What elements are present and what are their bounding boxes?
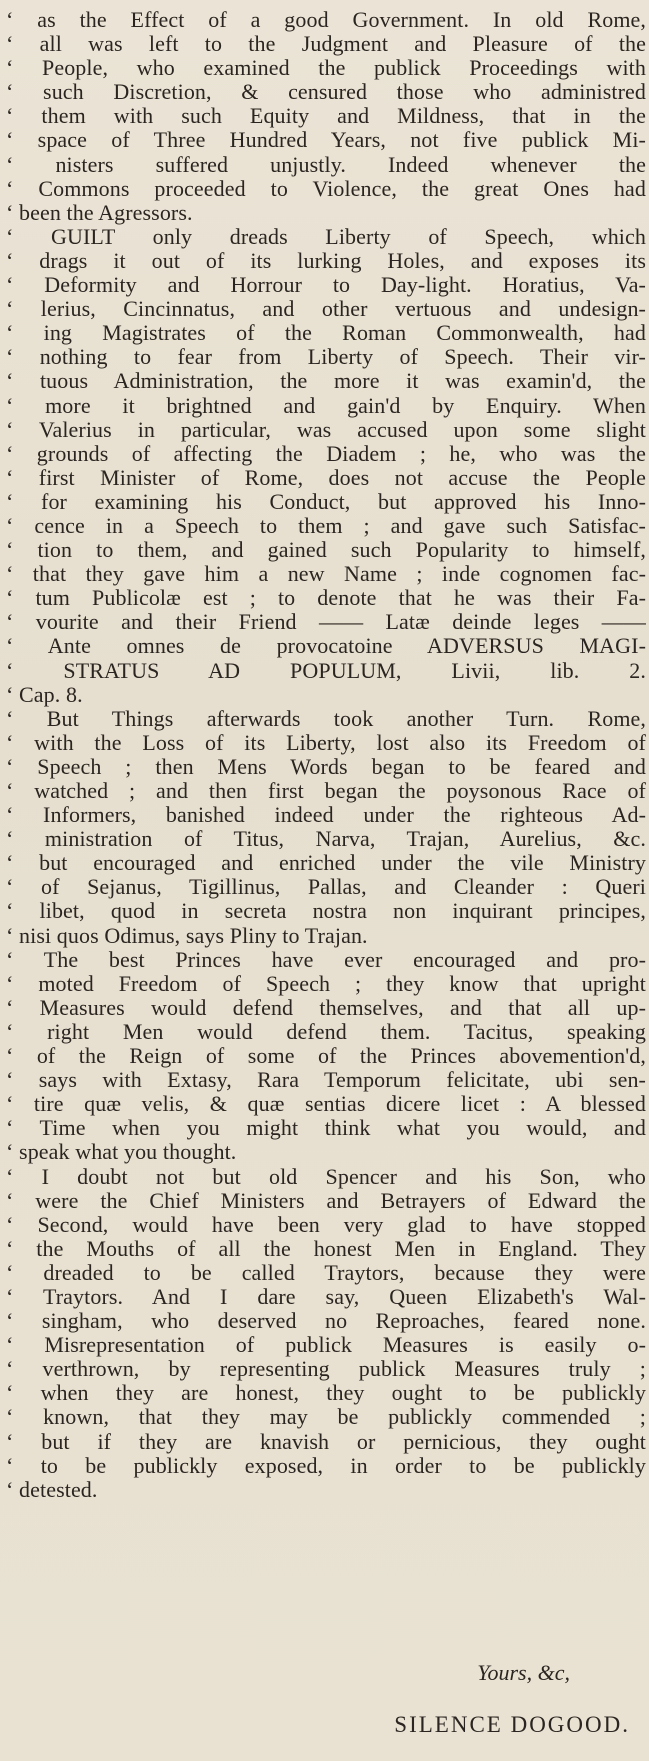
text-line: ‘ watched ; and then first began the poysonous Race of	[6, 779, 646, 803]
text-line: ‘ nisi quos Odimus, says Pliny to Trajan.	[6, 923, 368, 948]
text-line: ‘ singham, who deserved no Reproaches, feared none.	[6, 1309, 646, 1334]
text-line: ‘ tum Publicolæ est ; to denote that he was their Fa-	[6, 586, 646, 611]
text-line: ‘ dreaded to be called Traytors, because they were	[6, 1260, 646, 1285]
text-line: ‘ right Men would defend them. Tacitus, speaking	[6, 1019, 646, 1044]
paragraph	[6, 8, 646, 225]
text-line: ‘ Ante omnes de provocatoine ADVERSUS MAGI-	[6, 634, 646, 659]
text-line: ‘ The best Princes have ever encouraged and pro-	[6, 947, 646, 972]
text-line: ‘ Commons proceeded to Violence, the great Ones had	[6, 176, 646, 201]
text-line: ‘ all was left to the Judgment and Pleasure of the	[6, 32, 646, 57]
text-line: ‘ moted Freedom of Speech ; they know that upright	[6, 971, 646, 996]
text-line: ‘ verthrown, by representing publick Measures truly ;	[6, 1357, 646, 1382]
text-line: ‘ tire quæ velis, & quæ sentias dicere licet : A blessed	[6, 1092, 646, 1117]
text-line: ‘ GUILT only dreads Liberty of Speech, which	[6, 224, 646, 249]
text-line: ‘ Deformity and Horrour to Day-light. Horatius, Va-	[6, 273, 646, 298]
text-line: ‘ first Minister of Rome, does not accuse the People	[6, 465, 646, 490]
text-line: ‘ known, that they may be publickly commended ;	[6, 1405, 646, 1430]
signature: SILENCE DOGOOD.	[394, 1712, 630, 1737]
text-line: ‘ says with Extasy, Rara Temporum felicitate, ubi sen-	[6, 1068, 646, 1093]
text-line: ‘ Second, would have been very glad to have stopped	[6, 1212, 646, 1237]
text-line: ‘ the Mouths of all the honest Men in England. They	[6, 1236, 646, 1261]
text-line: ‘ detested.	[6, 1477, 98, 1502]
closing-salutation: Yours, &c,	[477, 1660, 570, 1685]
paragraph	[6, 948, 646, 1165]
text-line: ‘ drags it out of its lurking Holes, and exposes its	[6, 248, 646, 273]
text-line: ‘ them with such Equity and Mildness, that in the	[6, 104, 646, 129]
text-line: ‘ when they are honest, they ought to be publickly	[6, 1381, 646, 1406]
text-line: ‘ vourite and their Friend —— Latæ deinde leges ——	[6, 610, 646, 635]
text-line: ‘ grounds of affecting the Diadem ; he, who was the	[6, 441, 646, 466]
text-line: ‘ been the Agressors.	[6, 200, 193, 225]
text-line: ‘ that they gave him a new Name ; inde cognomen fac-	[6, 562, 646, 587]
text-line: ‘ Valerius in particular, was accused upon some slight	[6, 417, 646, 442]
text-line: ‘ But Things afterwards took another Turn. Rome,	[6, 706, 646, 731]
text-line: ‘ Cap. 8.	[6, 682, 83, 707]
text-line: ‘ nisters suffered unjustly. Indeed whenever the	[6, 152, 646, 177]
text-line: ‘ People, who examined the publick Proceedings with	[6, 56, 646, 81]
text-line: ‘ of the Reign of some of the Princes abovemention'd,	[6, 1044, 646, 1069]
letter-body	[6, 8, 646, 1502]
text-line: ‘ libet, quod in secreta nostra non inquirant principes,	[6, 899, 646, 924]
text-line: ‘ of Sejanus, Tigillinus, Pallas, and Cleander : Queri	[6, 875, 646, 900]
text-line: ‘ Misrepresentation of publick Measures is easily o-	[6, 1333, 646, 1358]
text-line: ‘ were the Chief Ministers and Betrayers of Edward the	[6, 1188, 646, 1213]
text-line: ‘ as the Effect of a good Government. In old Rome,	[6, 8, 646, 32]
text-line: ‘ with the Loss of its Liberty, lost also its Freedom of	[6, 730, 646, 755]
text-line: ‘ STRATUS AD POPULUM, Livii, lib. 2.	[6, 658, 646, 683]
text-line: ‘ more it brightned and gain'd by Enquiry. When	[6, 393, 646, 418]
text-line: ‘ to be publickly exposed, in order to be publickly	[6, 1453, 646, 1478]
text-line: ‘ ministration of Titus, Narva, Trajan, Aurelius, &c.	[6, 827, 646, 852]
text-line: ‘ space of Three Hundred Years, not five publick Mi-	[6, 128, 646, 153]
text-line: ‘ Informers, banished indeed under the righteous Ad-	[6, 803, 646, 828]
text-line: ‘ tion to them, and gained such Popularity to himself,	[6, 538, 646, 563]
text-line: ‘ Time when you might think what you would, and	[6, 1116, 646, 1141]
text-line: ‘ but if they are knavish or pernicious, they ought	[6, 1429, 646, 1454]
text-line: ‘ such Discretion, & censured those who administred	[6, 80, 646, 105]
text-line: ‘ but encouraged and enriched under the vile Ministry	[6, 851, 646, 876]
text-line: ‘ ing Magistrates of the Roman Commonwealth, had	[6, 321, 646, 346]
text-line: ‘ nothing to fear from Liberty of Speech. Their vir-	[6, 345, 646, 370]
paragraph	[6, 1165, 646, 1502]
text-line: ‘ Speech ; then Mens Words began to be feared and	[6, 754, 646, 779]
text-line: ‘ cence in a Speech to them ; and gave such Satisfac-	[6, 513, 646, 538]
text-line: ‘ Traytors. And I dare say, Queen Elizabeth's Wal-	[6, 1284, 646, 1309]
text-line: ‘ speak what you thought.	[6, 1140, 237, 1165]
paragraph	[6, 225, 646, 707]
text-line: ‘ for examining his Conduct, but approved his Inno-	[6, 489, 646, 514]
text-line: ‘ I doubt not but old Spencer and his Son, who	[6, 1164, 646, 1189]
text-line: ‘ lerius, Cincinnatus, and other vertuous and undesign-	[6, 297, 646, 322]
paragraph	[6, 707, 646, 948]
text-line: ‘ Measures would defend themselves, and that all up-	[6, 995, 646, 1020]
text-line: ‘ tuous Administration, the more it was examin'd, the	[6, 369, 646, 394]
